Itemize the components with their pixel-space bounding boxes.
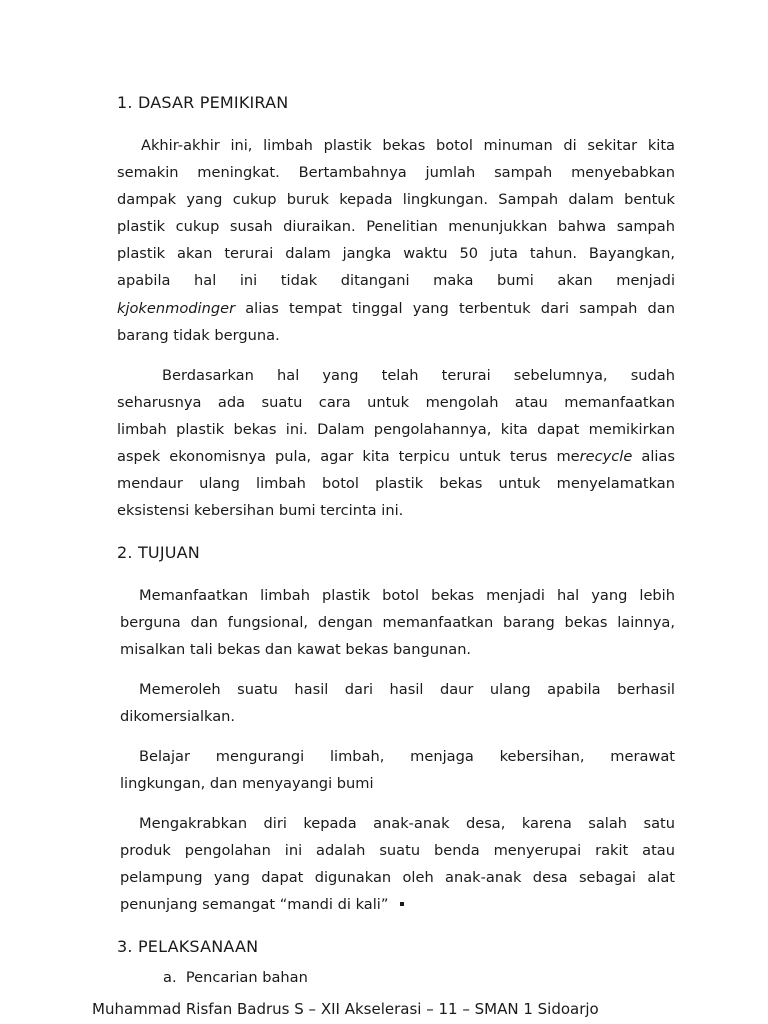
paragraph-line: misalkan tali bekas dan kawat bekas bangunan.	[120, 641, 472, 659]
pelaksanaan-list	[163, 964, 308, 991]
paragraph-line: dampak yang cukup buruk kepada lingkungan. Sampah dalam bentuk	[117, 191, 675, 209]
section-heading-tujuan: 2. TUJUAN	[117, 543, 200, 562]
paragraph-line: Memanfaatkan limbah plastik botol bekas menjadi hal yang lebih	[139, 587, 675, 604]
paragraph-tujuan-2	[120, 676, 675, 730]
paragraph-line: Belajar mengurangi limbah, menjaga kebersihan, merawat	[139, 748, 675, 765]
paragraph-line: mendaur ulang limbah botol plastik bekas untuk menyelamatkan	[117, 475, 675, 493]
paragraph-line: Akhir-akhir ini, limbah plastik bekas botol minuman di sekitar kita	[141, 137, 675, 154]
section-heading-dasar-pemikiran: 1. DASAR PEMIKIRAN	[117, 93, 289, 112]
paragraph-line: Berdasarkan hal yang telah terurai sebelumnya, sudah	[162, 367, 675, 384]
paragraph-line: penunjang semangat “mandi di kali”	[120, 891, 675, 918]
paragraph-dasar-pemikiran-2	[117, 362, 675, 525]
paragraph-line: plastik cukup susah diuraikan. Penelitian menunjukkan bahwa sampah	[117, 218, 675, 236]
paragraph-line: plastik akan terurai dalam jangka waktu 50 juta tahun. Bayangkan,	[117, 245, 675, 263]
list-item: a. Pencarian bahan	[163, 969, 308, 986]
paragraph-line: aspek ekonomisnya pula, agar kita terpicu untuk terus merecycle alias	[117, 448, 675, 466]
paragraph-line: produk pengolahan ini adalah suatu benda menyerupai rakit atau	[120, 842, 675, 860]
paragraph-line: berguna dan fungsional, dengan memanfaatkan barang bekas lainnya,	[120, 614, 675, 632]
paragraph-line: Memeroleh suatu hasil dari hasil daur ulang apabila berhasil	[139, 681, 675, 698]
paragraph-line: barang tidak berguna.	[117, 326, 280, 344]
paragraph-line: Mengakrabkan diri kepada anak-anak desa, karena salah satu	[139, 815, 675, 832]
paragraph-line: seharusnya ada suatu cara untuk mengolah atau memanfaatkan	[117, 394, 675, 412]
paragraph-line: apabila hal ini tidak ditangani maka bumi akan menjadi	[117, 272, 675, 290]
paragraph-dasar-pemikiran-1	[117, 132, 675, 349]
paragraph-line: lingkungan, dan menyayangi bumi	[120, 775, 374, 793]
page-footer: Muhammad Risfan Badrus S – XII Akselerasi – 11 – SMAN 1 Sidoarjo	[92, 1000, 599, 1018]
paragraph-line: eksistensi kebersihan bumi tercinta ini.	[117, 502, 404, 520]
section-heading-pelaksanaan: 3. PELAKSANAAN	[117, 937, 259, 956]
paragraph-line: limbah plastik bekas ini. Dalam pengolahannya, kita dapat memikirkan	[117, 421, 675, 439]
paragraph-line: dikomersialkan.	[120, 708, 236, 726]
paragraph-line: kjokenmodinger alias tempat tinggal yang terbentuk dari sampah dan	[117, 299, 675, 317]
paragraph-tujuan-1	[120, 582, 675, 663]
paragraph-tujuan-4	[120, 810, 675, 918]
paragraph-line: semakin meningkat. Bertambahnya jumlah sampah menyebabkan	[117, 164, 675, 182]
paragraph-line: pelampung yang dapat digunakan oleh anak-anak desa sebagai alat	[120, 869, 675, 887]
paragraph-tujuan-3	[120, 743, 675, 797]
square-bullet-icon	[400, 902, 404, 906]
